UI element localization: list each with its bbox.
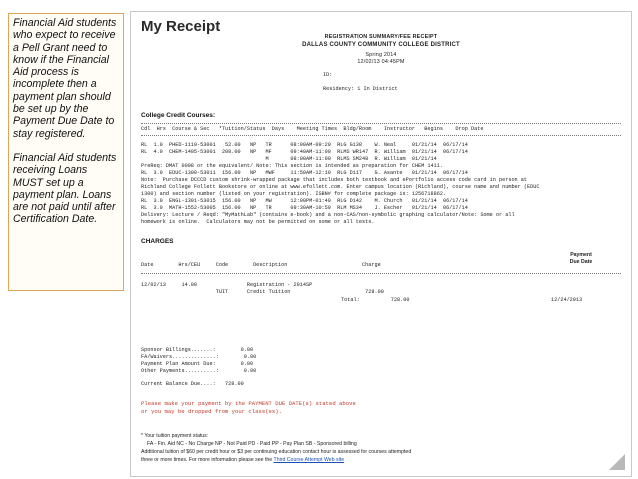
charges-heading: CHARGES [141,238,174,245]
receipt-header-term: Spring 2014 [365,52,397,58]
third-attempt-notice-text: three or more times. For more information please see the [141,457,273,463]
payment-due-date-value: 12/24/2013 [551,297,583,303]
course-row: RL 3.0 EDUC-1300-53011 156.00 NP MWF 11:50AM-12:10 RLG D117 G. Asante 01/21/14 06/17/14 [141,170,468,176]
course-row: PreReq: DMAT 0098 or the equivalent/ Note: This section is intended as preparation for CHEM 1411. [141,163,443,169]
course-row: RL 4.0 CHEM-1405-53001 208.00 NP MF 09:40AM-11:00 RLMS WR147 R. William 01/21/14 06/17/14 [141,149,468,155]
payment-due-date-header [551,252,611,266]
divider [141,135,621,136]
tuition-status-heading: * Your tuition payment status: [141,433,209,439]
balance-row: Sponsor Billings.......: 0.00 [141,347,254,353]
tuition-status-codes: FA - Fin. Aid NC - No Charge NP - Not Paid PD - Paid PP - Pay Plan SB - Sponsored billing [147,441,357,447]
course-list [141,142,539,226]
course-row: M 08:00AM-11:00 RLMS SM248 R. William 01/21/14 [141,156,437,162]
balance-row: Other Payments..........: 0.00 [141,368,257,374]
current-balance-due: Current Balance Due....: 728.00 [141,381,244,387]
note-paragraph-loans: Financial Aid students receiving Loans MUST set up a payment plan. Loans are not paid until after Certification Date. [13,151,117,226]
total-line: Total: 728.00 [341,297,410,303]
course-row: RL 1.0 PHED-1119-53001 52.00 NP TR 08:00AM-09:20 RLG G138 W. Neal 01/21/14 06/17/14 [141,142,468,148]
balance-list [141,347,256,375]
charge-row: TUIT Credit Tuition 728.00 [141,289,384,295]
payment-due-label-line2: Due Date [569,259,593,265]
courses-column-headers: Cdl Hrs Course & Sec *Tuition/Status Days Meeting Times Bldg/Room Instructor Begins Drop Date [141,126,484,132]
course-row: Note: Purchase DCCCD custom shrink-wrapped package that includes both textbook and ePortfolio access code card in person at [141,177,528,183]
divider [141,273,621,274]
charges-column-headers: Date Hrs/CEU Code Description Charge [141,262,381,268]
financial-aid-note [8,13,124,291]
third-course-attempt-link[interactable]: Third Course Attempt Web site [273,457,345,463]
receipt-header-title: REGISTRATION SUMMARY/FEE RECEIPT [324,34,438,40]
page-title: My Receipt [141,18,221,35]
receipt-header-college: DALLAS COUNTY COMMUNITY COLLEGE DISTRICT [302,42,460,48]
course-row: Richland College Follett Bookstore or online at www.efollett.com. Enter campus location (Richland), course name and number (EDUC [141,184,540,190]
balance-row: FA/Waivers..............: 0.00 [141,354,257,360]
charge-row: 12/02/13 14.00 Registration - 2014SP [141,282,313,288]
payment-warning-line2: or you may be dropped from your class(es). [141,408,282,415]
payment-due-label-line1: Payment [570,252,592,258]
course-row: 1300) and section number (listed on your registration). ISBN# for complete package is: 1256718862. [141,191,447,197]
page-curl-corner [609,454,625,470]
note-paragraph-pell: Financial Aid students who expect to receive a Pell Grant need to know if the Financial Aid process is incomplete then a payment plan should be set up by the Payment Due Date to stay registered. [13,17,117,140]
course-row: RL 3.0 MATH-1552-53005 156.00 NP TR 09:30AM-10:50 RLM MS34 J. Escher 01/21/14 06/17/14 [141,205,468,211]
third-attempt-notice-line2 [141,457,344,463]
charge-list [141,282,384,296]
receipt-header-timestamp: 12/02/13 04:45PM [357,59,405,65]
third-attempt-notice-line1: Additional tuition of $60 per credit hour or $3 per continuing education contact hour is assessed for courses attempted [141,449,412,455]
balance-row: Payment Plan Amount Due: 0.00 [141,361,254,367]
course-row: Delivery: Lecture / Reqd: "MyMathLab" (contains e-book) and a non-CAS/non-symbolic graphing calculator/Note: Some or all [141,212,515,218]
course-row: RL 3.0 ENGL-1301-53015 156.00 NP MW 12:00PM-01:40 RLG D142 M. Church 01/21/14 06/17/14 [141,198,468,204]
courses-heading: College Credit Courses: [141,112,216,119]
course-row: homework is online. Calculators may not be permitted on some or all tests. [141,219,375,225]
divider [141,123,621,124]
payment-warning-line1: Please make your payment by the PAYMENT DUE DATE(s) stated above [141,400,356,407]
receipt-frame [130,11,632,477]
student-id-label: ID: [323,72,333,78]
residency-text: Residency: 1 In District [323,86,398,92]
